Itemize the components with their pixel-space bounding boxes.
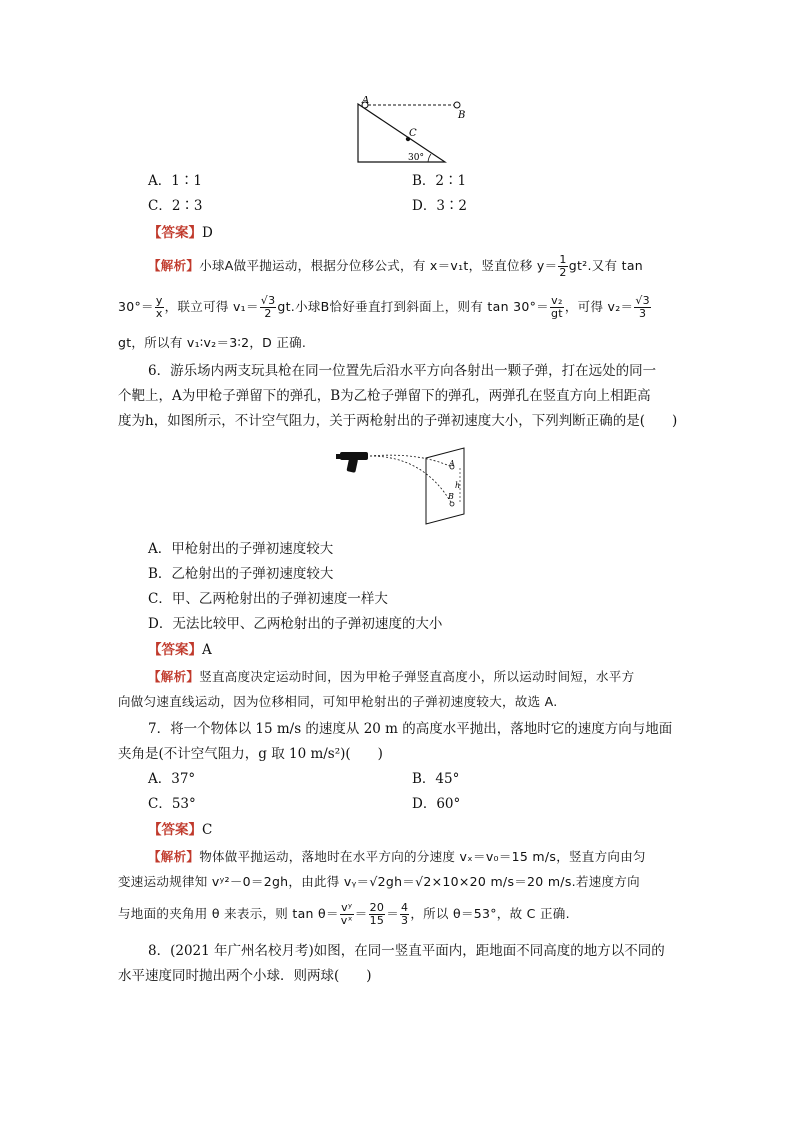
frac-num: y xyxy=(155,294,163,307)
q5-answer xyxy=(148,224,213,242)
frac-num: 4 xyxy=(401,901,409,914)
hole-b xyxy=(450,502,454,506)
explanation-tag: 【解析】 xyxy=(148,669,200,684)
label-angle: 30° xyxy=(408,153,424,163)
expl-text: gt.小球B恰好垂直打到斜面上，则有 tan 30°＝ xyxy=(277,299,549,314)
q7-answer xyxy=(148,821,212,839)
q6-stem-line3: 度为h，如图所示，不计空气阻力，关于两枪射出的子弹初速度大小，下列判断正确的是( ) xyxy=(118,413,678,429)
expl-text: gt².又有 tan xyxy=(568,258,643,273)
q5-explanation-line1 xyxy=(148,254,643,279)
label-c: C xyxy=(409,128,417,139)
label-b: B xyxy=(448,492,454,501)
frac-den: x xyxy=(155,307,163,320)
q6-stem-line1: 6．游乐场内两支玩具枪在同一位置先后沿水平方向各射出一颗子弹，打在远处的同一 xyxy=(148,363,657,379)
frac-den: 3 xyxy=(401,914,409,927)
fraction xyxy=(340,902,354,927)
frac-num: √3 xyxy=(260,294,276,307)
label-b: B xyxy=(458,110,466,121)
q7-option-d: D．60° xyxy=(412,796,461,812)
fraction xyxy=(260,295,277,320)
expl-text: 30°＝ xyxy=(118,299,154,314)
expl-text: ＝ xyxy=(354,906,368,921)
q6-explanation-line2: 向做匀速直线运动，因为位移相同，可知甲枪射出的子弹初速度较大，故选 A. xyxy=(118,694,558,709)
fraction xyxy=(550,295,564,320)
q7-explanation-line3 xyxy=(118,902,570,927)
frac-num: v₂ xyxy=(551,294,563,307)
frac-den: 15 xyxy=(369,914,385,927)
expl-text: ，联立可得 v₁＝ xyxy=(164,299,259,314)
trajectory-b xyxy=(370,456,452,504)
ball-b xyxy=(454,102,460,108)
expl-text: ，可得 v₂＝ xyxy=(564,299,634,314)
answer-value: D xyxy=(202,225,213,241)
gun-target-diagram xyxy=(334,444,484,529)
frac-num: vʸ xyxy=(341,901,353,914)
q6-option-b: B．乙枪射出的子弹初速度较大 xyxy=(148,566,334,582)
q5-option-c: C．2∶3 xyxy=(148,198,203,214)
fraction xyxy=(400,902,409,927)
frac-num: 20 xyxy=(369,901,385,914)
fraction xyxy=(634,295,651,320)
label-a: A xyxy=(362,96,370,106)
q5-explanation-line2 xyxy=(118,295,652,320)
label-h: h xyxy=(455,481,461,490)
frac-den: vˣ xyxy=(340,914,353,927)
fraction xyxy=(155,295,164,320)
answer-value: C xyxy=(202,822,213,838)
expl-text: 物体做平抛运动，落地时在水平方向的分速度 vₓ＝v₀＝15 m/s，竖直方向由匀 xyxy=(199,849,646,864)
frac-den: 2 xyxy=(559,266,567,279)
fraction xyxy=(558,254,567,279)
q5-option-d: D．3∶2 xyxy=(412,198,468,214)
label-a: A xyxy=(449,459,455,468)
q6-explanation-line1 xyxy=(148,668,634,686)
q5-explanation-line3: gt，所以有 v₁∶v₂＝3∶2，D 正确. xyxy=(118,335,307,350)
q5-option-a: A．1∶1 xyxy=(148,173,202,189)
gun-icon xyxy=(336,452,368,473)
q7-stem-line2: 夹角是(不计空气阻力，g 取 10 m/s²)( ) xyxy=(118,746,383,762)
incline-diagram xyxy=(350,96,470,168)
q7-option-a: A．37° xyxy=(148,771,196,787)
expl-text: 竖直高度决定运动时间，因为甲枪子弹竖直高度小，所以运动时间短，水平方 xyxy=(199,669,635,684)
q7-explanation-line1 xyxy=(148,848,646,866)
answer-value: A xyxy=(202,642,212,658)
q6-option-c: C．甲、乙两枪射出的子弹初速度一样大 xyxy=(148,591,388,607)
expl-text: ＝ xyxy=(386,906,400,921)
q6-stem-line2: 个靶上，A为甲枪子弹留下的弹孔，B为乙枪子弹留下的弹孔，两弹孔在竖直方向上相距高 xyxy=(118,388,651,404)
frac-den: 2 xyxy=(264,307,272,320)
fraction xyxy=(369,902,386,927)
q7-explanation-line2: 变速运动规律知 vʸ²－0＝2gh，由此得 vᵧ＝√2gh＝√2×10×20 m/s＝20 m/s.若速度方向 xyxy=(118,874,640,889)
frac-num: √3 xyxy=(635,294,650,307)
q8-stem-line2: 水平速度同时抛出两个小球．则两球( ) xyxy=(118,968,372,984)
q7-option-b: B．45° xyxy=(412,771,460,787)
q6-answer xyxy=(148,641,212,659)
explanation-tag: 【解析】 xyxy=(148,258,200,273)
q5-option-b: B．2∶1 xyxy=(412,173,467,189)
frac-den: 3 xyxy=(638,307,647,320)
explanation-tag: 【解析】 xyxy=(148,849,200,864)
answer-tag: 【答案】 xyxy=(148,822,202,838)
q7-stem-line1: 7．将一个物体以 15 m/s 的速度从 20 m 的高度水平抛出，落地时它的速度方向与地面 xyxy=(148,721,673,737)
incline-triangle xyxy=(358,104,445,162)
expl-text: ，所以 θ＝53°，故 C 正确. xyxy=(410,906,570,921)
q8-stem-line1: 8．(2021 年广州名校月考)如图，在同一竖直平面内，距地面不同高度的地方以不同的 xyxy=(148,943,665,959)
frac-num: 1 xyxy=(559,253,567,266)
q6-option-d: D．无法比较甲、乙两枪射出的子弹初速度的大小 xyxy=(148,616,443,632)
expl-text: 与地面的夹角用 θ 来表示，则 tan θ＝ xyxy=(118,906,339,921)
answer-tag: 【答案】 xyxy=(148,642,202,658)
q7-option-c: C．53° xyxy=(148,796,196,812)
frac-den: gt xyxy=(550,307,563,320)
expl-text: 小球A做平抛运动，根据分位移公式，有 x＝v₁t，竖直位移 y＝ xyxy=(199,258,558,273)
q6-option-a: A．甲枪射出的子弹初速度较大 xyxy=(148,541,334,557)
answer-tag: 【答案】 xyxy=(148,225,202,241)
angle-arc xyxy=(428,154,431,162)
